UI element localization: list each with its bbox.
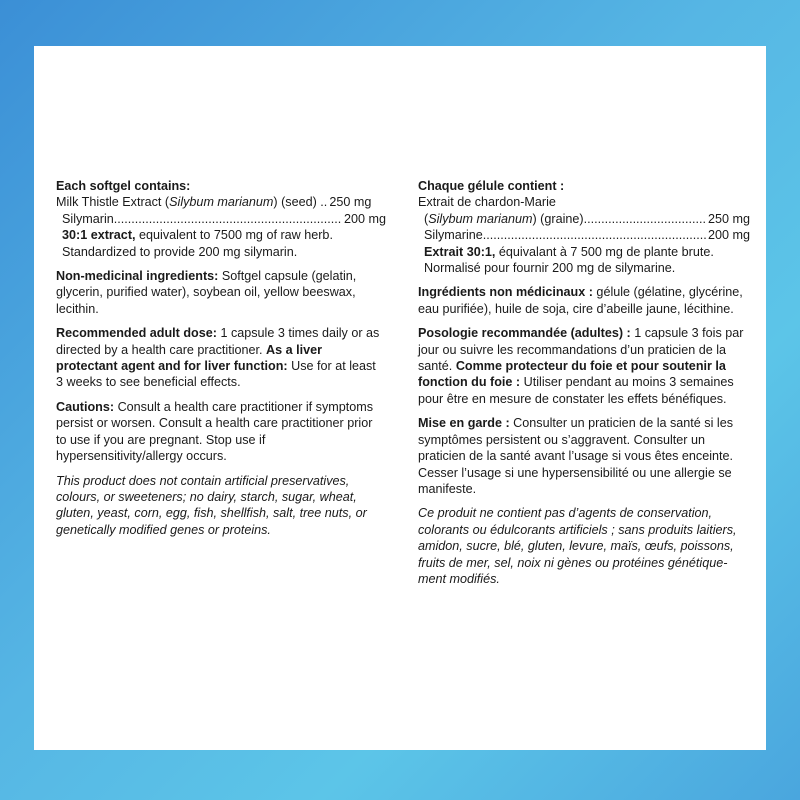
silymarin-row-fr <box>418 227 750 243</box>
nmi-text: Softgel capsule (gelatin, glycerin, purified water), soybean oil, yellow beeswax, lecithin. <box>56 269 357 316</box>
nmi-heading: Non-medicinal ingredients: <box>56 269 219 284</box>
ratio-text-fr: équivalant à 7 500 mg de plante brute. <box>495 244 714 259</box>
extract-label-suffix-fr: ) (graine) <box>532 211 584 226</box>
ratio-text: equivalent to 7500 mg of raw herb. <box>135 228 333 243</box>
dose-heading-fr: Posologie recommandée (adultes) : <box>418 326 631 341</box>
dose-text: 1 capsule 3 times daily or as directed by a health care practitioner. <box>56 326 380 357</box>
extract-value: 250 mg <box>329 195 372 210</box>
ratio-line <box>56 227 386 243</box>
cautions <box>56 399 386 465</box>
dose-purpose-fr: Comme protecteur du foie et pour soutenir la fonction du foie : <box>418 359 726 390</box>
dose-heading: Recommended adult dose: <box>56 326 217 341</box>
free-from-statement-fr: Ce produit ne contient pas d’agents de conservation, colorants ou édulcorants artificiels ; sans produits laitiers, amidon, sucre, blé, gluten, levure, maïs, œufs, poissons, fruits de mer, sel, noix ni gènes ou protéines génétique-ment modifiés. <box>418 506 737 586</box>
dose-duration: Use for at least 3 weeks to see beneficial effects. <box>56 359 376 390</box>
extract-label: Milk Thistle Extract ( <box>56 195 170 210</box>
english-column <box>56 178 386 546</box>
contains-heading-fr: Chaque gélule contient : <box>418 179 565 193</box>
recommended-dose-fr <box>418 325 750 407</box>
silymarin-row <box>56 211 386 227</box>
cautions-fr <box>418 415 750 497</box>
silymarin-value-fr: 200 mg <box>707 228 750 243</box>
ratio-line-fr <box>418 244 750 260</box>
leader-dots <box>114 211 342 227</box>
silymarin-label: Silymarin <box>62 211 114 226</box>
silymarin-value: 200 mg <box>343 211 386 226</box>
dose-duration-fr: Utiliser pendant au moins 3 semaines pour être en mesure de constater les effets bénéfiques. <box>418 375 734 406</box>
free-from-statement: This product does not contain artificial preservatives, colours, or sweeteners; no dairy, starch, sugar, wheat, gluten, yeast, corn, egg, fish, shellfish, salt, tree nuts, or genetically modified genes or proteins. <box>56 473 367 537</box>
extract-row-fr: (Silybum marianum) (graine) ..... 250 mg <box>418 211 750 227</box>
cautions-heading: Cautions: <box>56 399 115 414</box>
french-column <box>418 178 750 595</box>
medicinal-ingredients <box>56 178 386 260</box>
contains-heading: Each softgel contains: <box>56 179 191 193</box>
ratio-bold-fr: Extrait 30:1, <box>424 244 496 259</box>
latin-name: Silybum marianum <box>169 195 274 210</box>
label-panel <box>34 46 766 750</box>
standardized-line-fr: Normalisé pour fournir 200 mg de silymarine. <box>424 261 676 276</box>
cautions-text-fr: Consulter un praticien de la santé si les symptômes persistent ou s’aggravent. Consulter un praticien de la santé avant l’usage si vous êtes enceinte. Cesser l’usage si une hypersensibilité ou une allergie se manifeste. <box>418 416 734 496</box>
non-medicinal-ingredients-fr <box>418 284 750 317</box>
extract-row <box>56 194 386 210</box>
dose-text-fr: 1 capsule 3 fois par jour ou suivre les recommandations d’un praticien de la santé. <box>418 326 744 374</box>
extract-value-fr: 250 mg <box>707 211 750 226</box>
latin-name-fr: Silybum marianum <box>428 211 533 226</box>
recommended-dose <box>56 325 386 391</box>
extract-name-fr: Extrait de chardon-Marie <box>418 195 556 210</box>
leader-dots <box>483 227 706 243</box>
dose-purpose: As a liver protectant agent and for liver function: <box>56 342 323 374</box>
standardized-line: Standardized to provide 200 mg silymarin. <box>62 244 298 259</box>
medicinal-ingredients-fr <box>418 178 750 276</box>
non-medicinal-ingredients <box>56 268 386 317</box>
cautions-heading-fr: Mise en garde : <box>418 416 510 431</box>
silymarin-label-fr: Silymarine <box>424 228 483 243</box>
nmi-heading-fr: Ingrédients non médicinaux : <box>418 285 593 300</box>
leader-dots <box>584 211 706 227</box>
extract-label-suffix: ) (seed) .. <box>273 195 328 210</box>
cautions-text: Consult a health care practitioner if symptoms persist or worsen. Consult a health care practitioner prior to use if you are pregnant. Stop use if hypersensitivity/allergy occurs. <box>56 399 374 464</box>
ratio-bold: 30:1 extract, <box>62 228 136 243</box>
nmi-text-fr: gélule (gélatine, glycérine, eau purifiée), huile de soja, cire d’abeille jaune, lécithine. <box>418 285 743 316</box>
